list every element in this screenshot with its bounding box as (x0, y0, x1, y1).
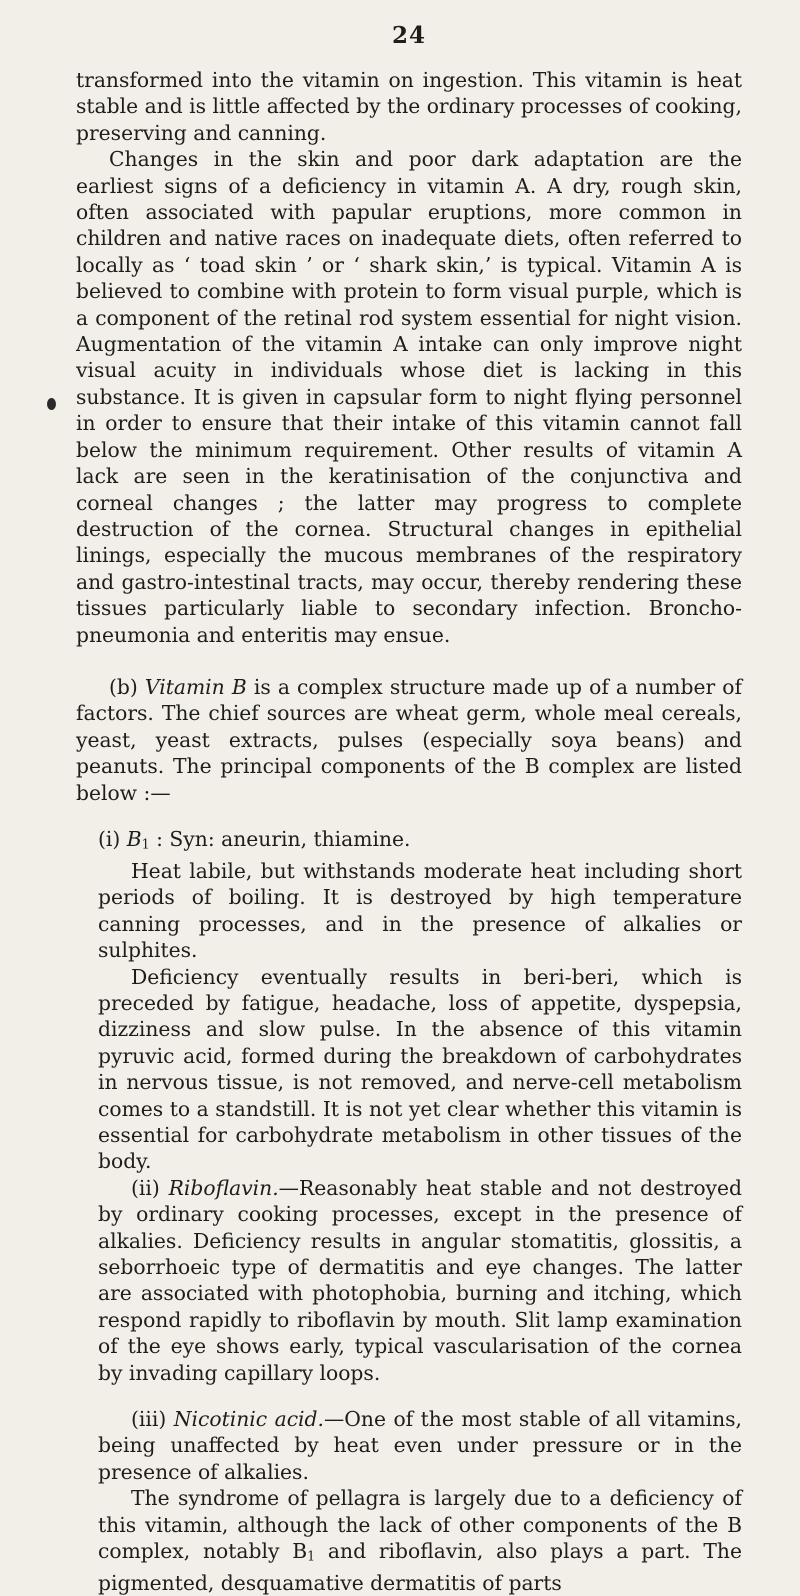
margin-ink-dot (47, 398, 56, 410)
riboflavin-label: (ii) (131, 1175, 160, 1200)
pellagra-paragraph (76, 1485, 742, 1596)
nicotinic-label: (iii) (131, 1407, 167, 1432)
paragraph-vitamin-transform: transformed into the vitamin on ingestion. This vitamin is heat stable and is little affected by the ordinary processes of cooking, preserving and canning. (76, 68, 742, 145)
b1-heading (76, 826, 742, 858)
b1-heat-paragraph: Heat labile, but withstands moderate heat including short periods of boiling. It is destroyed by high temperature canning processes, and in the presence of alkalies or sulphites. (98, 858, 742, 963)
pellagra-subscript: 1 (307, 1548, 316, 1564)
nicotinic-acid-paragraph (76, 1406, 742, 1485)
riboflavin-paragraph (76, 1175, 742, 1386)
riboflavin-title: Riboflavin. (168, 1175, 279, 1200)
pellagra-text-before: The syndrome of pellagra is largely due to a deficiency of this vitamin, although the lack of other components of the B complex, notably B (98, 1486, 742, 1564)
pellagra-text-after: and riboflavin, also plays a part. The pigmented, desquamative dermatitis of parts (98, 1539, 742, 1595)
vitamin-b-label: (b) (109, 674, 138, 699)
paragraph-vitamin-b-intro (76, 674, 742, 806)
b1-symbol: B (126, 826, 142, 851)
b1-deficiency-paragraph: Deficiency eventually results in beri-beri, which is preceded by fatigue, headache, loss of appetite, dyspepsia, dizziness and slow pulse. In the absence of this vitamin pyruvic acid, formed during the breakdown of carbohydrates in nervous tissue, is not removed, and nerve-cell metabolism comes to a standstill. It is not yet clear whether this vitamin is essential for carbohydrate metabolism in other tissues of the body. (98, 964, 742, 1174)
vitamin-b-text: is a complex structure made up of a number of factors. The chief sources are wheat germ, whole meal cereals, yeast, yeast extracts, pulses (especially soya beans) and peanuts. The principal components of the B complex are listed below :— (76, 674, 742, 805)
vitamin-b-title: Vitamin B (144, 674, 247, 699)
b1-label: (i) (98, 826, 121, 851)
nicotinic-title: Nicotinic acid. (173, 1407, 324, 1432)
paragraph-vitamin-a-deficiency: Changes in the skin and poor dark adaptation are the earliest signs of a deficiency in vitamin A. A dry, rough skin, often associated with papular eruptions, more common in children and native races on inadequate diets, often referred to locally as ‘ toad skin ’ or ‘ shark skin,’ is typical. Vitamin A is believed to combine with protein to form visual purple, which is a component of the retinal rod system essential for night vision. Augmentation of the vitamin A intake can only improve night visual acuity in individuals whose diet is lacking in this substance. It is given in capsular form to night flying personnel in order to ensure that their intake of this vitamin cannot fall below the minimum requirement. Other results of vitamin A lack are seen in the keratinisation of the conjunctiva and corneal changes ; the latter may progress to complete destruction of the cornea. Structural changes in epithelial linings, especially the mucous membranes of the respiratory and gastro-intestinal tracts, may occur, thereby rendering these tissues particularly liable to secondary infection. Broncho-pneumonia and enteritis may ensue. (76, 147, 742, 647)
b1-heading-rest: : Syn: aneurin, thiamine. (149, 826, 411, 851)
page-number: 24 (391, 22, 426, 49)
riboflavin-text: —Reasonably heat stable and not destroyed by ordinary cooking processes, except in the presence of alkalies. Deficiency results in angular stomatitis, glossitis, a seborrhoeic type of dermatitis and eye changes. The latter are associated with photophobia, burning and itching, which respond rapidly to riboflavin by mouth. Slit lamp examination of the eye shows early, typical vascularisation of the cornea by invading capillary loops. (98, 1175, 742, 1385)
b1-subscript: 1 (141, 836, 150, 852)
nicotinic-text: —One of the most stable of all vitamins, being unaffected by heat even under pressure or in the presence of alkalies. (98, 1407, 742, 1484)
